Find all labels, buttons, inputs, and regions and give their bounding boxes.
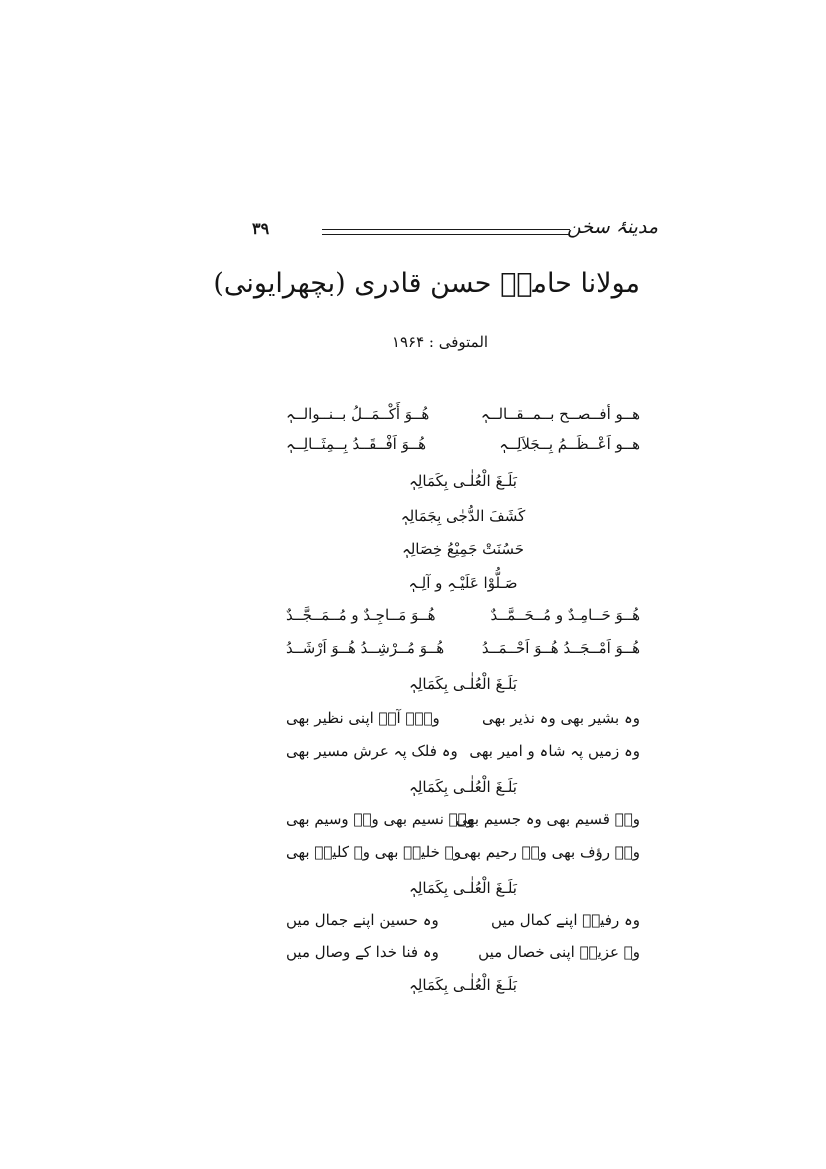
poet-name-heading: مولانا حامدؔ حسن قادری (بچھرایونی) <box>213 268 640 299</box>
verse-first-hemistich: ھُــوَ اَمْــجَــدُ ھُــوَ اَحْــمَــدُ <box>481 639 640 657</box>
verse-second-hemistich: ھُــوَ مَــاجِـدٌ و مُــمَــجَّــدٌ <box>286 606 436 624</box>
refrain-line: بَلَـغَ الْعُلٰـی بِکَمَالِہٖ <box>409 976 517 994</box>
verse-first-hemistich: وہ بشیر بھی وہ نذیر بھی <box>482 709 640 727</box>
verse-couplet <box>286 402 640 426</box>
verse-couplet <box>286 706 640 730</box>
page-number: ۳۹ <box>252 219 270 238</box>
verse-couplet <box>286 739 640 763</box>
verse-couplet <box>286 908 640 932</box>
verse-second-hemistich: وہ فنا خدا کے وصال میں <box>286 943 439 961</box>
verse-couplet <box>286 807 640 831</box>
verse-couplet <box>286 940 640 964</box>
refrain-line: صَـلُّوْا عَلَیْـہِ و آلِـہٖ <box>408 574 518 592</box>
verse-second-hemistich: وہؔ نسیم بھی وہؔ وسیم بھی <box>286 810 474 828</box>
refrain-line: بَلَـغَ الْعُلٰـی بِکَمَالِہٖ <box>409 675 517 693</box>
verse-couplet <box>286 840 640 864</box>
verse-first-hemistich: وہؔ قسیم بھی وہ جسیم بھی <box>455 810 640 828</box>
verse-second-hemistich: وہیؔ آپؐ اپنی نظیر بھی <box>286 709 440 727</box>
refrain-line: بَلَـغَ الْعُلٰـی بِکَمَالِہٖ <box>409 879 517 897</box>
verse-first-hemistich: وہ عزیزؔ اپنی خصال میں <box>478 943 640 961</box>
refrain-line: کَشَفَ الدُّجٰی بِجَمَالِہٖ <box>400 507 526 525</box>
verse-second-hemistich: وہ حسین اپنے جمال میں <box>286 911 439 929</box>
running-header-title: مدینۂ سخن <box>567 216 658 238</box>
verse-first-hemistich: وہ زمیں پہ شاہ و امیر بھی <box>469 742 640 760</box>
verse-second-hemistich: ھُــوَ مُــرْشِــدُ ھُــوَ اَرْشَــدُ <box>286 639 445 657</box>
verse-couplet <box>286 636 640 660</box>
verse-first-hemistich: ھــو أفــصــح بــمــقــالــہٖ <box>480 405 640 423</box>
verse-first-hemistich: ھــو اَعْــظَــمُ بِــجَلاَلِــہٖ <box>499 435 640 453</box>
verse-couplet <box>286 432 640 456</box>
verse-second-hemistich: وہ فلک پہ عرش مسیر بھی <box>286 742 458 760</box>
verse-couplet <box>286 603 640 627</box>
verse-second-hemistich: وہ خلیلؔ بھی وہ کلیمؔ بھی <box>286 843 461 861</box>
refrain-line: بَلَـغَ الْعُلٰـی بِکَمَالِہٖ <box>409 472 517 490</box>
refrain-line: بَلَـغَ الْعُلٰـی بِکَمَالِہٖ <box>409 778 517 796</box>
poet-death-year: المتوفی : ۱۹۶۴ <box>391 333 489 351</box>
refrain-line: حَسُنَتْ جَمِیْعُ خِصَالِہٖ <box>401 540 525 558</box>
verse-first-hemistich: وہ رفیعؔ اپنے کمال میں <box>491 911 640 929</box>
verse-first-hemistich: ھُــوَ حَــامِـدٌ و مُــحَــمَّــدٌ <box>490 606 640 624</box>
verse-second-hemistich: ھُــوَ اَفْــقَــدُ بِــمِثَــالِــہٖ <box>286 435 427 453</box>
verse-first-hemistich: وہؔ رؤف بھی وہؔ رحیم بھی <box>457 843 640 861</box>
verse-second-hemistich: ھُــوَ أَکْــمَــلُ بــنــوالــہٖ <box>286 405 430 423</box>
